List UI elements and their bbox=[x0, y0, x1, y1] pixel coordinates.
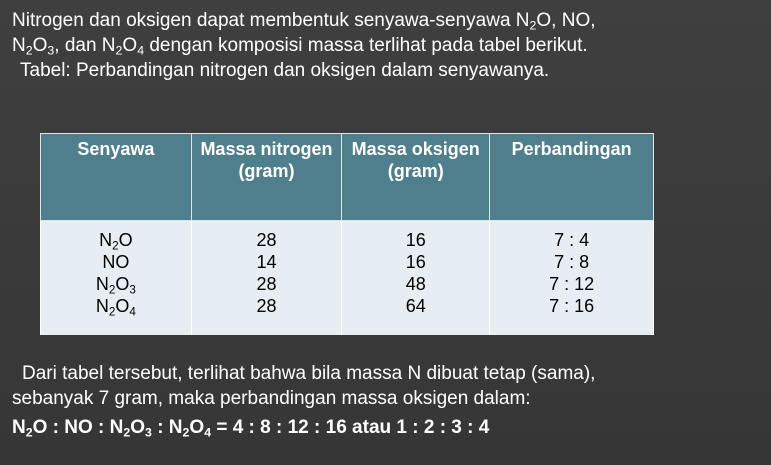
header-massa-oksigen: Massa oksigen (gram) bbox=[342, 134, 490, 221]
header-perbandingan: Perbandingan bbox=[490, 134, 654, 221]
composition-table bbox=[40, 133, 654, 335]
table-body-row bbox=[41, 221, 654, 336]
intro-line-3: Tabel: Perbandingan nitrogen dan oksigen dalam senyawanya. bbox=[20, 60, 550, 81]
header-massa-nitrogen: Massa nitrogen (gram) bbox=[191, 134, 341, 221]
intro-line-2: $N_2O_3$, dan $N_2O_4$ dengan komposisi massa terlihat pada tabel berikut. bbox=[12, 35, 588, 58]
table-cell: $N_2O_3$ bbox=[95, 274, 136, 297]
table-cell: 7 : 4 bbox=[554, 230, 590, 250]
table-cell: 14 bbox=[256, 252, 277, 272]
column-nitrogen bbox=[191, 221, 341, 336]
column-perbandingan bbox=[490, 221, 654, 336]
table-cell: 7 : 12 bbox=[549, 274, 595, 294]
table-cell: 7 : 8 bbox=[554, 252, 590, 272]
table-cell: 64 bbox=[405, 296, 426, 316]
table-cell: NO bbox=[102, 252, 130, 272]
oxygen-ratio-statement: $N_2O$ : NO : $N_2O_3$ : $N_2O_4 = 4$ : 8 : 12 : 16 atau 1 : 2 : 3 : 4 bbox=[12, 417, 490, 440]
table-cell: 7 : 16 bbox=[549, 296, 595, 316]
intro-text bbox=[12, 8, 764, 83]
column-senyawa bbox=[41, 221, 192, 336]
table-header-row bbox=[41, 134, 654, 221]
table-cell: $N_2O$ bbox=[99, 230, 133, 253]
column-oksigen bbox=[342, 221, 490, 336]
table-cell: 28 bbox=[256, 274, 277, 294]
conclusion-text bbox=[12, 361, 764, 440]
conclusion-line-1: Dari tabel tersebut, terlihat bahwa bila massa N dibuat tetap (sama), bbox=[22, 363, 596, 384]
table-cell: 16 bbox=[405, 252, 426, 272]
intro-line-1: Nitrogen dan oksigen dapat membentuk senyawa-senyawa $N_2O$, NO, bbox=[12, 10, 596, 33]
table-cell: 28 bbox=[256, 296, 277, 316]
table-cell: $N_2O_4$ bbox=[95, 296, 136, 319]
table-cell: 28 bbox=[256, 230, 277, 250]
table-cell: 16 bbox=[405, 230, 426, 250]
header-senyawa: Senyawa bbox=[41, 134, 192, 221]
table-cell: 48 bbox=[405, 274, 426, 294]
conclusion-line-2: sebanyak 7 gram, maka perbandingan massa oksigen dalam: bbox=[12, 388, 531, 409]
